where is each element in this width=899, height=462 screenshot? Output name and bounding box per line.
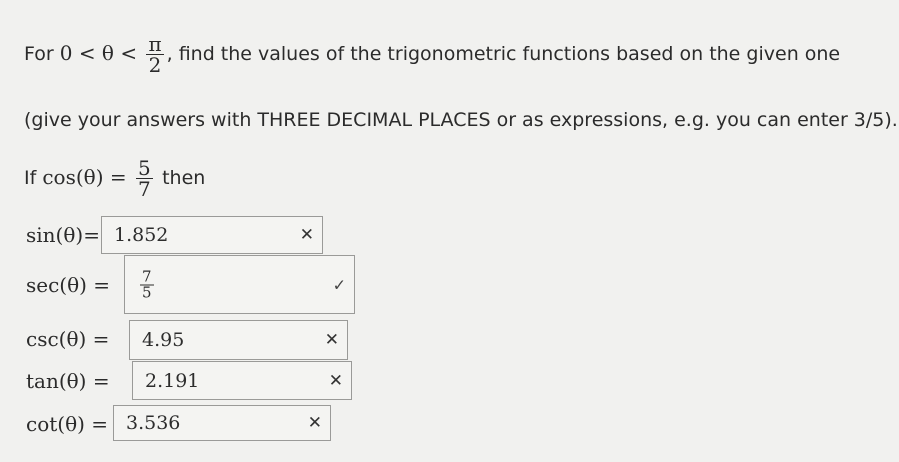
incorrect-x-icon: ✕ [299,225,314,245]
sec-answer-value [137,269,157,300]
cot-label: cot(θ) = [26,412,109,436]
cos-fraction [136,158,153,199]
for-word: For [24,43,54,65]
csc-label: csc(θ) = [26,327,110,351]
two-denominator: 2 [148,53,162,77]
given-statement [24,158,205,199]
pi-over-two [146,34,163,75]
csc-answer-field[interactable] [129,320,348,360]
csc-answer-value: 4.95 [142,329,185,351]
sec-denominator: 5 [142,283,152,301]
sec-label: sec(θ) = [26,273,111,297]
cot-answer-value: 3.536 [126,412,181,434]
cot-answer-field[interactable] [113,405,331,441]
given-cos [42,156,162,201]
incorrect-x-icon: ✕ [328,370,343,391]
instructions: (give your answers with THREE DECIMAL PLACES or as expressions, e.g. you can enter 3/5). [24,109,898,131]
inequality [59,32,167,77]
pi-symbol: π [148,32,162,56]
sec-answer-field[interactable] [124,255,355,314]
tan-answer-field[interactable] [132,361,352,400]
incorrect-x-icon: ✕ [324,330,339,350]
cos-lhs: cos(θ) = [42,165,127,189]
cos-numerator: 5 [137,156,151,180]
inequality-left: 0 < θ < [59,41,138,65]
then-word: then [162,167,206,189]
cos-denominator: 7 [137,177,151,201]
sin-answer-field[interactable] [101,216,323,254]
sin-answer-value: 1.852 [114,224,169,246]
problem-statement [24,34,840,75]
tan-label: tan(θ) = [26,369,110,393]
sin-label: sin(θ)= [26,223,100,247]
problem-rest: , find the values of the trigonometric functions based on the given one [166,43,841,65]
if-word: If [24,167,37,189]
correct-check-icon: ✓ [332,275,346,294]
incorrect-x-icon: ✕ [307,413,322,433]
sec-fraction [140,269,154,300]
tan-answer-value: 2.191 [145,369,200,392]
sec-numerator: 7 [142,267,152,285]
